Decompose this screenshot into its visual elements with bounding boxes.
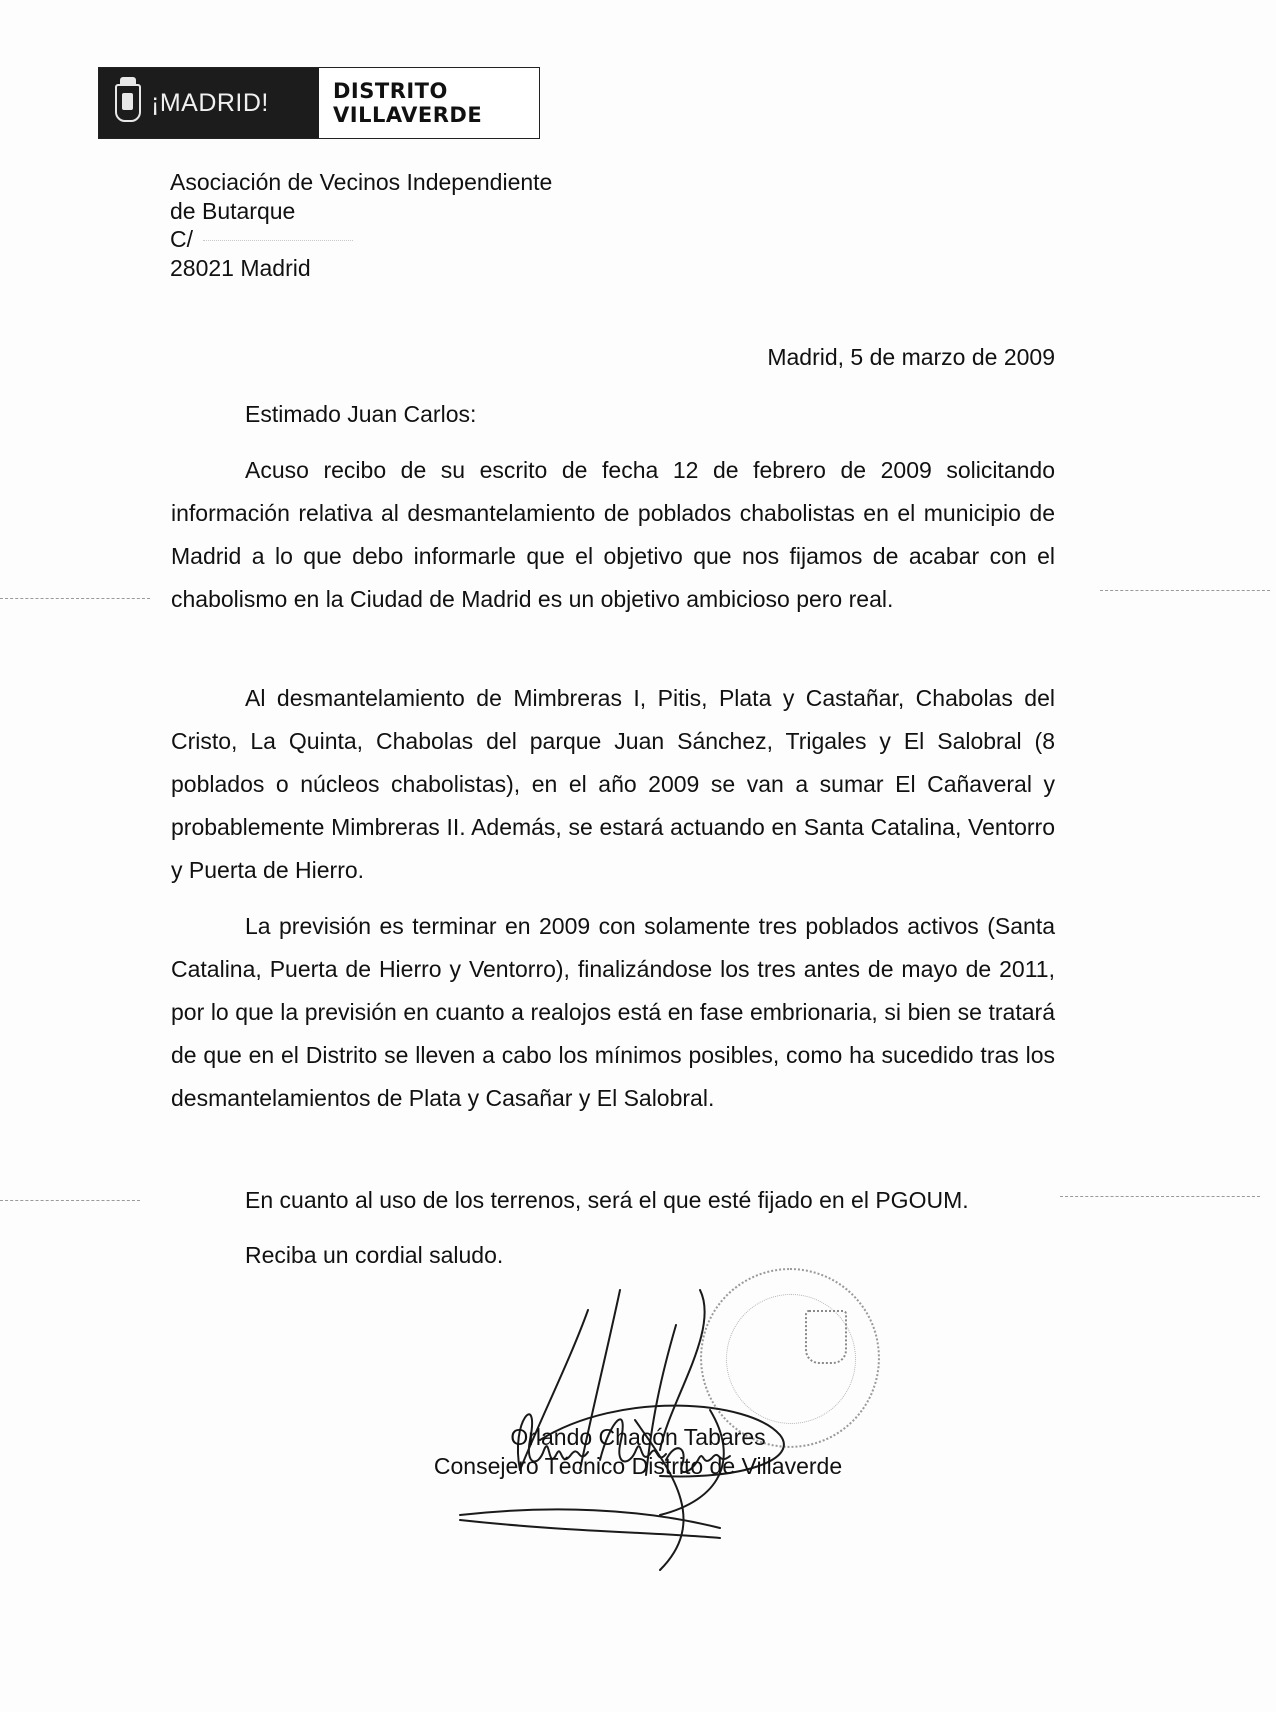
logo-district-line2: VILLAVERDE: [333, 103, 483, 127]
recipient-street-row: [170, 225, 552, 254]
madrid-villaverde-logo: [98, 67, 540, 139]
recipient-line-4: 28021 Madrid: [170, 254, 311, 281]
redacted-street: [203, 240, 353, 241]
paragraph-1: Acuso recibo de su escrito de fecha 12 de febrero de 2009 solicitando información relativa al desmantelamiento de poblados chabolistas en el municipio de Madrid a lo que debo informarle que el objetivo que nos fijamos de acabar con el chabolismo en la Ciudad de Madrid es un objetivo ambicioso pero real.: [171, 457, 1055, 612]
logo-brand-text: ¡MADRID!: [151, 88, 269, 117]
paragraph-2: Al desmantelamiento de Mimbreras I, Pitis, Plata y Castañar, Chabolas del Cristo, La Quinta, Chabolas del parque Juan Sánchez, Trigales y El Salobral (8 poblados o núcleos chabolistas), en el año 2009 se van a sumar El Cañaveral y probablemente Mimbreras II. Además, se estará actuando en Santa Catalina, Ventorro y Puerta de Hierro.: [171, 685, 1055, 883]
paragraph-3: La previsión es terminar en 2009 con solamente tres poblados activos (Santa Catalina, Puerta de Hierro y Ventorro), finalizándose los tres antes de mayo de 2011, por lo que la previsión en cuanto a realojos está en fase embrionaria, si bien se tratará de que en el Distrito se lleven a cabo los mínimos posibles, como ha sucedido tras los desmantelamientos de Plata y Casañar y El Salobral.: [171, 913, 1055, 1111]
letter-date: Madrid, 5 de marzo de 2009: [767, 344, 1055, 370]
recipient-line-2: de Butarque: [170, 197, 296, 224]
closing-line: Reciba un cordial saludo.: [245, 1242, 504, 1268]
paragraph-4: En cuanto al uso de los terrenos, será el que esté fijado en el PGOUM.: [245, 1187, 969, 1213]
recipient-line-1: Asociación de Vecinos Independiente: [170, 169, 553, 195]
recipient-line-3: C/: [170, 226, 193, 252]
greeting: Estimado Juan Carlos:: [245, 401, 477, 427]
signer-title: Consejero Técnico Distrito de Villaverde: [433, 1453, 843, 1479]
fold-mark-left-2: [0, 1200, 140, 1201]
signer-name: Orlando Chacón Tabares: [510, 1424, 766, 1450]
fold-mark-left-1: [0, 598, 150, 599]
recipient-address: [170, 168, 552, 282]
fold-mark-right-1: [1100, 590, 1270, 591]
logo-district-panel: [319, 68, 539, 138]
logo-dark-panel: [99, 68, 319, 138]
logo-district-line1: DISTRITO: [333, 79, 448, 103]
fold-mark-right-2: [1060, 1196, 1260, 1197]
madrid-crest-icon: [115, 84, 141, 122]
